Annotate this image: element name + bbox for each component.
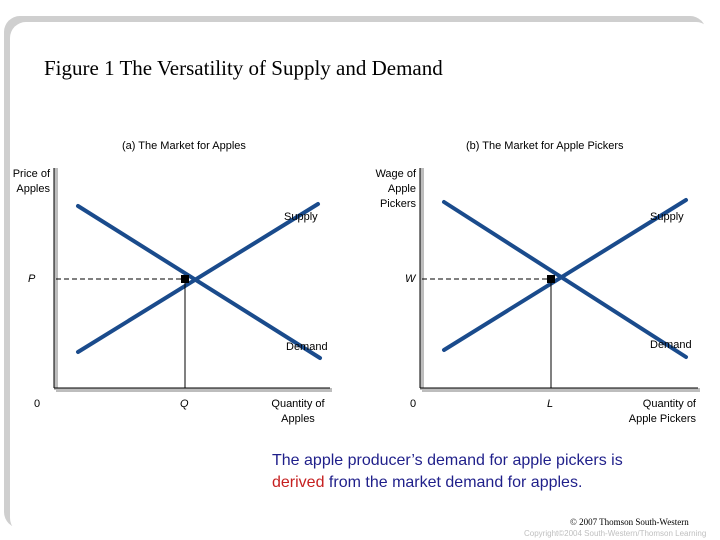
- panel-a-supply-curve: [78, 204, 318, 352]
- panel-a-title: (a) The Market for Apples: [122, 140, 246, 152]
- copyright-faint: Copyright©2004 South-Western/Thomson Learning: [524, 529, 707, 538]
- panel-b-supply-label: Supply: [650, 211, 684, 223]
- panel-a-price-label: P: [28, 273, 36, 285]
- caption-text: [272, 450, 692, 494]
- panel-a-quantity-label: Q: [180, 398, 189, 410]
- copyright-notice: © 2007 Thomson South-Western: [570, 517, 689, 527]
- panel-a-supply-label: Supply: [284, 211, 318, 223]
- caption-part1: The apple producer’s demand for apple pickers is: [272, 452, 623, 469]
- panel-b-equilibrium-point: [547, 275, 555, 283]
- caption-highlight: derived: [272, 474, 325, 491]
- caption-part2: from the market demand for apples.: [324, 474, 583, 491]
- panel-a-equilibrium-point: [181, 275, 189, 283]
- panel-b-wage-label: W: [405, 273, 416, 285]
- slide-title: Figure 1 The Versatility of Supply and Demand: [44, 56, 443, 80]
- panel-a-origin-label: 0: [34, 398, 41, 410]
- panel-b-y-axis-label: Wage of Apple Pickers: [375, 168, 416, 210]
- panel-b-quantity-label: L: [547, 398, 554, 410]
- panel-a-y-axis-label: Price of Apples: [12, 168, 50, 195]
- panel-b-demand-label: Demand: [650, 339, 692, 351]
- panel-b-title: (b) The Market for Apple Pickers: [466, 140, 624, 152]
- panel-a-x-axis-label: Quantity of Apples: [271, 398, 325, 425]
- panel-b-x-axis-label: Quantity of Apple Pickers: [628, 398, 696, 425]
- panel-b-origin-label: 0: [410, 398, 417, 410]
- panel-a-demand-curve: [78, 206, 320, 358]
- panel-a-demand-label: Demand: [286, 341, 328, 353]
